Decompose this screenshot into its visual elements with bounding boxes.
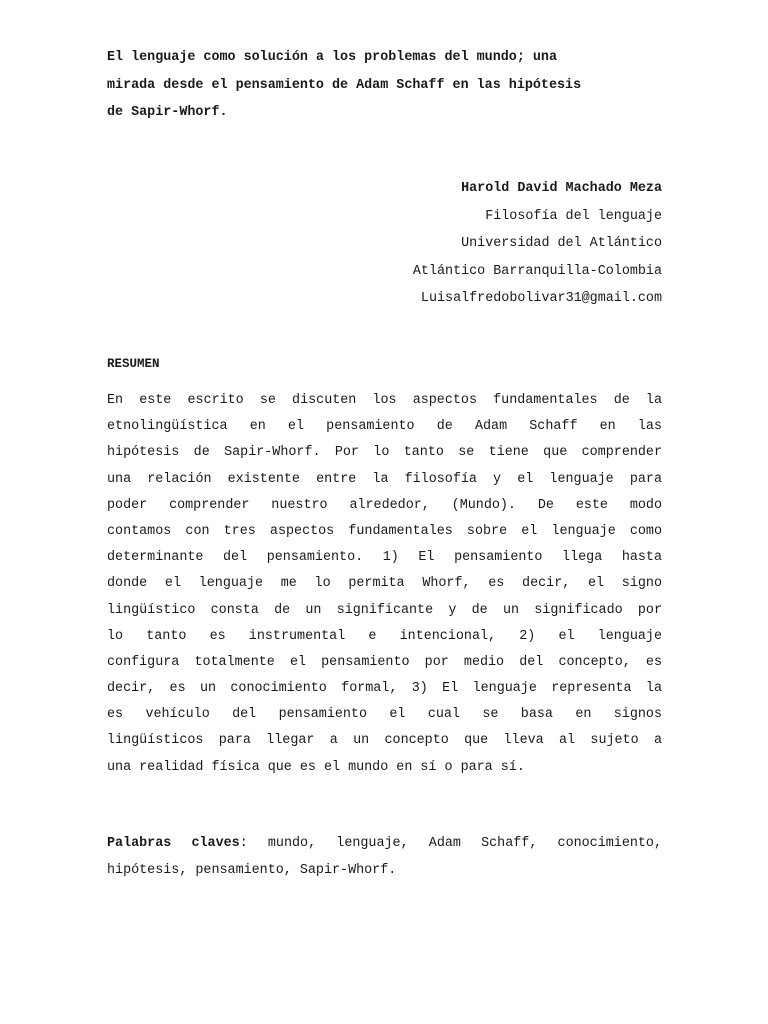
title-line-3: de Sapir-Whorf. <box>107 105 228 120</box>
keywords-label: Palabras claves <box>107 836 240 851</box>
author-course: Filosofía del lenguaje <box>485 208 662 224</box>
abstract-line: una relación existente entre la filosofía y el lenguaje para <box>107 471 662 487</box>
keywords-line-2: hipótesis, pensamiento, Sapir-Whorf. <box>107 863 397 878</box>
document-title <box>107 44 662 127</box>
keywords-line-1 <box>107 830 662 857</box>
abstract-line: lingüísticos para llegar a un concepto que lleva al sujeto a <box>107 733 662 749</box>
abstract-line: etnolingüística en el pensamiento de Adam Schaff en las <box>107 419 662 435</box>
title-line-2: mirada desde el pensamiento de Adam Schaff en las hipótesis <box>107 77 582 93</box>
keywords-list-part-1: : mundo, lenguaje, Adam Schaff, conocimiento, <box>239 836 662 851</box>
author-university: Universidad del Atlántico <box>461 236 662 252</box>
abstract-line: poder comprender nuestro alrededor, (Mundo). De este modo <box>107 497 662 513</box>
keywords-paragraph <box>107 830 662 884</box>
author-location: Atlántico Barranquilla-Colombia <box>412 263 662 279</box>
abstract-heading: RESUMEN <box>107 357 160 371</box>
abstract-line: es vehículo del pensamiento el cual se basa en signos <box>107 707 662 723</box>
abstract-line: lingüístico consta de un significante y de un significado por <box>107 602 662 618</box>
abstract-body <box>107 388 662 781</box>
abstract-line: hipótesis de Sapir-Whorf. Por lo tanto se tiene que comprender <box>107 445 662 461</box>
abstract-line: determinante del pensamiento. 1) El pensamiento llega hasta <box>107 550 662 566</box>
abstract-line: contamos con tres aspectos fundamentales sobre el lenguaje como <box>107 523 662 539</box>
abstract-line: configura totalmente el pensamiento por medio del concepto, es <box>107 654 662 670</box>
abstract-line: una realidad física que es el mundo en sí o para sí. <box>107 759 525 775</box>
author-name: Harold David Machado Meza <box>461 181 662 196</box>
author-block <box>413 175 662 313</box>
title-line-1: El lenguaje como solución a los problemas del mundo; una <box>107 50 557 65</box>
abstract-line: En este escrito se discuten los aspectos fundamentales de la <box>107 393 662 408</box>
abstract-line: decir, es un conocimiento formal, 3) El lenguaje representa la <box>107 681 662 697</box>
author-email: Luisalfredobolivar31@gmail.com <box>420 291 662 307</box>
abstract-line: lo tanto es instrumental e intencional, 2) el lenguaje <box>107 628 662 644</box>
abstract-line: donde el lenguaje me lo permita Whorf, es decir, el signo <box>107 576 662 592</box>
